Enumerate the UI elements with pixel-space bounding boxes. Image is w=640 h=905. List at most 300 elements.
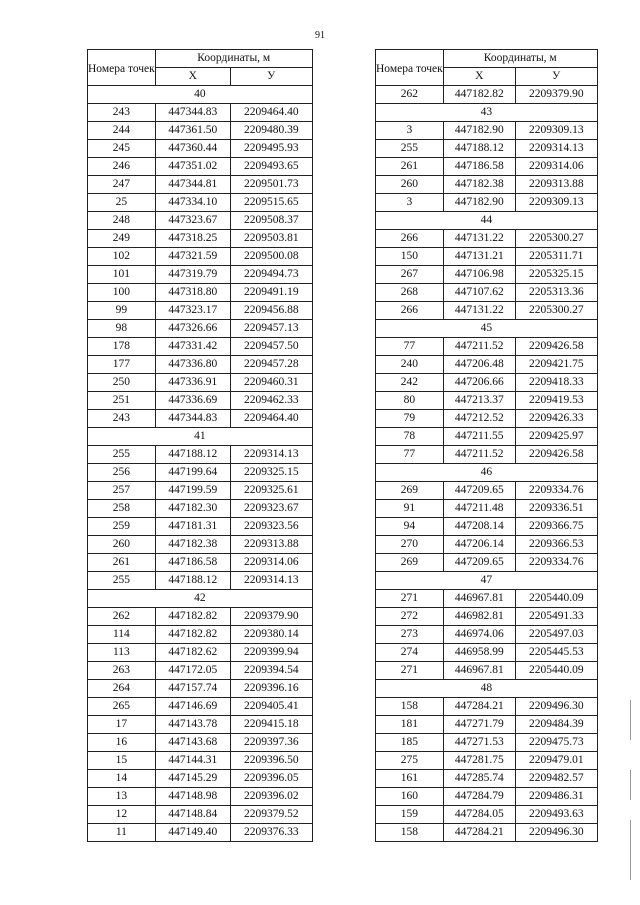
header-y: У	[515, 68, 597, 86]
point-number-cell: 181	[376, 716, 444, 734]
x-coordinate-cell: 447361.50	[155, 122, 230, 140]
point-number-cell: 262	[88, 608, 156, 626]
y-coordinate-cell: 2209486.31	[515, 788, 597, 806]
x-coordinate-cell: 446967.81	[443, 590, 515, 608]
y-coordinate-cell: 2209495.93	[230, 140, 312, 158]
x-coordinate-cell: 447181.31	[155, 518, 230, 536]
point-number-cell: 16	[88, 734, 156, 752]
x-coordinate-cell: 447146.69	[155, 698, 230, 716]
point-number-cell: 242	[376, 374, 444, 392]
point-number-cell: 243	[88, 410, 156, 428]
table-row	[376, 644, 598, 662]
table-row	[376, 482, 598, 500]
y-coordinate-cell: 2209475.73	[515, 734, 597, 752]
table-row	[88, 194, 313, 212]
table-row	[88, 140, 313, 158]
group-label: 48	[376, 680, 598, 698]
table-row	[88, 536, 313, 554]
table-row	[88, 716, 313, 734]
scan-edge-marks	[618, 0, 640, 905]
header-y: У	[230, 68, 312, 86]
table-row	[88, 698, 313, 716]
point-number-cell: 240	[376, 356, 444, 374]
table-row	[88, 680, 313, 698]
point-number-cell: 79	[376, 410, 444, 428]
point-number-cell: 77	[376, 446, 444, 464]
table-row	[376, 536, 598, 554]
y-coordinate-cell: 2209425.97	[515, 428, 597, 446]
table-row	[88, 500, 313, 518]
y-coordinate-cell: 2205325.15	[515, 266, 597, 284]
point-number-cell: 15	[88, 752, 156, 770]
table-row	[88, 122, 313, 140]
x-coordinate-cell: 447188.12	[155, 572, 230, 590]
table-row	[88, 518, 313, 536]
y-coordinate-cell: 2209336.51	[515, 500, 597, 518]
point-number-cell: 160	[376, 788, 444, 806]
x-coordinate-cell: 447131.22	[443, 302, 515, 320]
x-coordinate-cell: 447199.59	[155, 482, 230, 500]
y-coordinate-cell: 2209464.40	[230, 410, 312, 428]
point-number-cell: 80	[376, 392, 444, 410]
y-coordinate-cell: 2205440.09	[515, 662, 597, 680]
y-coordinate-cell: 2209396.50	[230, 752, 312, 770]
point-number-cell: 261	[376, 158, 444, 176]
x-coordinate-cell: 447188.12	[443, 140, 515, 158]
x-coordinate-cell: 447182.82	[155, 608, 230, 626]
group-header-row	[88, 86, 313, 104]
y-coordinate-cell: 2209396.05	[230, 770, 312, 788]
table-row	[88, 212, 313, 230]
table-row	[88, 410, 313, 428]
group-label: 41	[88, 428, 313, 446]
table-row	[88, 734, 313, 752]
point-number-cell: 267	[376, 266, 444, 284]
group-header-row	[88, 590, 313, 608]
x-coordinate-cell: 447211.52	[443, 446, 515, 464]
table-row	[88, 248, 313, 266]
y-coordinate-cell: 2209313.88	[515, 176, 597, 194]
point-number-cell: 255	[88, 446, 156, 464]
y-coordinate-cell: 2209334.76	[515, 482, 597, 500]
x-coordinate-cell: 447107.62	[443, 284, 515, 302]
x-coordinate-cell: 447323.17	[155, 302, 230, 320]
y-coordinate-cell: 2209479.01	[515, 752, 597, 770]
point-number-cell: 261	[88, 554, 156, 572]
table-row	[88, 572, 313, 590]
x-coordinate-cell: 446967.81	[443, 662, 515, 680]
y-coordinate-cell: 2209394.54	[230, 662, 312, 680]
table-row	[376, 176, 598, 194]
group-header-row	[376, 320, 598, 338]
y-coordinate-cell: 2205491.33	[515, 608, 597, 626]
group-label: 43	[376, 104, 598, 122]
x-coordinate-cell: 447336.69	[155, 392, 230, 410]
x-coordinate-cell: 447281.75	[443, 752, 515, 770]
point-number-cell: 113	[88, 644, 156, 662]
table-row	[88, 644, 313, 662]
y-coordinate-cell: 2209397.36	[230, 734, 312, 752]
point-number-cell: 159	[376, 806, 444, 824]
table-row	[88, 302, 313, 320]
x-coordinate-cell: 447143.68	[155, 734, 230, 752]
point-number-cell: 102	[88, 248, 156, 266]
table-row	[376, 824, 598, 842]
y-coordinate-cell: 2205497.03	[515, 626, 597, 644]
point-number-cell: 249	[88, 230, 156, 248]
y-coordinate-cell: 2209426.33	[515, 410, 597, 428]
table-row	[88, 824, 313, 842]
header-coordinates: Координаты, м	[155, 50, 312, 68]
x-coordinate-cell: 447321.59	[155, 248, 230, 266]
y-coordinate-cell: 2209323.67	[230, 500, 312, 518]
x-coordinate-cell: 447344.81	[155, 176, 230, 194]
point-number-cell: 78	[376, 428, 444, 446]
table-row	[88, 374, 313, 392]
coordinates-table-right	[375, 49, 598, 842]
table-row	[88, 554, 313, 572]
point-number-cell: 257	[88, 482, 156, 500]
x-coordinate-cell: 447182.38	[443, 176, 515, 194]
x-coordinate-cell: 447318.80	[155, 284, 230, 302]
table-row	[88, 104, 313, 122]
point-number-cell: 14	[88, 770, 156, 788]
point-number-cell: 12	[88, 806, 156, 824]
y-coordinate-cell: 2209484.39	[515, 716, 597, 734]
x-coordinate-cell: 447157.74	[155, 680, 230, 698]
point-number-cell: 265	[88, 698, 156, 716]
page-number: 91	[315, 30, 325, 41]
x-coordinate-cell: 447199.64	[155, 464, 230, 482]
x-coordinate-cell: 447351.02	[155, 158, 230, 176]
x-coordinate-cell: 447149.40	[155, 824, 230, 842]
group-label: 40	[88, 86, 313, 104]
point-number-cell: 271	[376, 662, 444, 680]
x-coordinate-cell: 447148.84	[155, 806, 230, 824]
group-header-row	[376, 464, 598, 482]
point-number-cell: 91	[376, 500, 444, 518]
point-number-cell: 185	[376, 734, 444, 752]
point-number-cell: 177	[88, 356, 156, 374]
point-number-cell: 255	[376, 140, 444, 158]
x-coordinate-cell: 447323.67	[155, 212, 230, 230]
point-number-cell: 243	[88, 104, 156, 122]
table-row	[376, 518, 598, 536]
point-number-cell: 259	[88, 518, 156, 536]
group-header-row	[376, 680, 598, 698]
point-number-cell: 25	[88, 194, 156, 212]
x-coordinate-cell: 447208.14	[443, 518, 515, 536]
x-coordinate-cell: 447143.78	[155, 716, 230, 734]
point-number-cell: 272	[376, 608, 444, 626]
y-coordinate-cell: 2209380.14	[230, 626, 312, 644]
x-coordinate-cell: 447182.90	[443, 122, 515, 140]
x-coordinate-cell: 447284.21	[443, 824, 515, 842]
point-number-cell: 255	[88, 572, 156, 590]
point-number-cell: 101	[88, 266, 156, 284]
x-coordinate-cell: 447284.21	[443, 698, 515, 716]
x-coordinate-cell: 447336.80	[155, 356, 230, 374]
point-number-cell: 77	[376, 338, 444, 356]
point-number-cell: 269	[376, 554, 444, 572]
x-coordinate-cell: 446982.81	[443, 608, 515, 626]
group-label: 46	[376, 464, 598, 482]
table-row	[88, 608, 313, 626]
x-coordinate-cell: 447182.30	[155, 500, 230, 518]
y-coordinate-cell: 2209314.13	[230, 572, 312, 590]
y-coordinate-cell: 2209379.52	[230, 806, 312, 824]
table-row	[376, 662, 598, 680]
y-coordinate-cell: 2205311.71	[515, 248, 597, 266]
table-row	[376, 338, 598, 356]
y-coordinate-cell: 2209405.41	[230, 698, 312, 716]
point-number-cell: 246	[88, 158, 156, 176]
header-point-numbers: Номера точек	[376, 50, 444, 86]
y-coordinate-cell: 2209457.50	[230, 338, 312, 356]
table-row	[376, 86, 598, 104]
x-coordinate-cell: 447271.53	[443, 734, 515, 752]
y-coordinate-cell: 2209496.30	[515, 824, 597, 842]
y-coordinate-cell: 2209491.19	[230, 284, 312, 302]
table-row	[376, 428, 598, 446]
y-coordinate-cell: 2209500.08	[230, 248, 312, 266]
x-coordinate-cell: 447212.52	[443, 410, 515, 428]
y-coordinate-cell: 2209379.90	[230, 608, 312, 626]
point-number-cell: 3	[376, 122, 444, 140]
group-header-row	[376, 104, 598, 122]
table-row	[88, 266, 313, 284]
x-coordinate-cell: 447145.29	[155, 770, 230, 788]
table-row	[376, 698, 598, 716]
y-coordinate-cell: 2209462.33	[230, 392, 312, 410]
y-coordinate-cell: 2209323.56	[230, 518, 312, 536]
table-row	[376, 392, 598, 410]
table-row	[88, 626, 313, 644]
point-number-cell: 266	[376, 230, 444, 248]
x-coordinate-cell: 447182.82	[155, 626, 230, 644]
point-number-cell: 158	[376, 824, 444, 842]
y-coordinate-cell: 2209379.90	[515, 86, 597, 104]
y-coordinate-cell: 2209457.13	[230, 320, 312, 338]
table-row	[88, 446, 313, 464]
x-coordinate-cell: 447186.58	[443, 158, 515, 176]
x-coordinate-cell: 447334.10	[155, 194, 230, 212]
table-row	[376, 716, 598, 734]
point-number-cell: 150	[376, 248, 444, 266]
y-coordinate-cell: 2209366.75	[515, 518, 597, 536]
x-coordinate-cell: 447319.79	[155, 266, 230, 284]
group-label: 44	[376, 212, 598, 230]
x-coordinate-cell: 447211.52	[443, 338, 515, 356]
table-row	[88, 284, 313, 302]
y-coordinate-cell: 2209325.61	[230, 482, 312, 500]
table-row	[88, 230, 313, 248]
point-number-cell: 263	[88, 662, 156, 680]
point-number-cell: 264	[88, 680, 156, 698]
point-number-cell: 17	[88, 716, 156, 734]
x-coordinate-cell: 447336.91	[155, 374, 230, 392]
point-number-cell: 268	[376, 284, 444, 302]
table-row	[376, 158, 598, 176]
point-number-cell: 13	[88, 788, 156, 806]
point-number-cell: 273	[376, 626, 444, 644]
y-coordinate-cell: 2209366.53	[515, 536, 597, 554]
x-coordinate-cell: 447284.79	[443, 788, 515, 806]
x-coordinate-cell: 447331.42	[155, 338, 230, 356]
table-row	[376, 374, 598, 392]
x-coordinate-cell: 447182.38	[155, 536, 230, 554]
y-coordinate-cell: 2209396.16	[230, 680, 312, 698]
y-coordinate-cell: 2209376.33	[230, 824, 312, 842]
table-row	[88, 788, 313, 806]
y-coordinate-cell: 2209334.76	[515, 554, 597, 572]
header-point-numbers: Номера точек	[88, 50, 156, 86]
point-number-cell: 269	[376, 482, 444, 500]
y-coordinate-cell: 2209496.30	[515, 698, 597, 716]
table-row	[376, 752, 598, 770]
x-coordinate-cell: 447131.22	[443, 230, 515, 248]
x-coordinate-cell: 447182.82	[443, 86, 515, 104]
x-coordinate-cell: 447206.48	[443, 356, 515, 374]
x-coordinate-cell: 447206.66	[443, 374, 515, 392]
table-row	[88, 464, 313, 482]
point-number-cell: 270	[376, 536, 444, 554]
x-coordinate-cell: 447211.55	[443, 428, 515, 446]
y-coordinate-cell: 2209456.88	[230, 302, 312, 320]
y-coordinate-cell: 2209426.58	[515, 338, 597, 356]
y-coordinate-cell: 2205300.27	[515, 230, 597, 248]
x-coordinate-cell: 447206.14	[443, 536, 515, 554]
y-coordinate-cell: 2209399.94	[230, 644, 312, 662]
x-coordinate-cell: 447344.83	[155, 410, 230, 428]
y-coordinate-cell: 2209325.15	[230, 464, 312, 482]
table-row	[88, 338, 313, 356]
x-coordinate-cell: 447318.25	[155, 230, 230, 248]
y-coordinate-cell: 2209314.06	[230, 554, 312, 572]
group-label: 47	[376, 572, 598, 590]
x-coordinate-cell: 446958.99	[443, 644, 515, 662]
table-row	[376, 248, 598, 266]
point-number-cell: 250	[88, 374, 156, 392]
table-row	[376, 806, 598, 824]
table-row	[376, 410, 598, 428]
y-coordinate-cell: 2209501.73	[230, 176, 312, 194]
y-coordinate-cell: 2209418.33	[515, 374, 597, 392]
header-x: X	[155, 68, 230, 86]
y-coordinate-cell: 2209309.13	[515, 122, 597, 140]
x-coordinate-cell: 447186.58	[155, 554, 230, 572]
y-coordinate-cell: 2209460.31	[230, 374, 312, 392]
x-coordinate-cell: 447106.98	[443, 266, 515, 284]
y-coordinate-cell: 2209314.13	[230, 446, 312, 464]
table-row	[376, 626, 598, 644]
x-coordinate-cell: 447182.90	[443, 194, 515, 212]
table-row	[88, 806, 313, 824]
point-number-cell: 114	[88, 626, 156, 644]
point-number-cell: 248	[88, 212, 156, 230]
y-coordinate-cell: 2209314.06	[515, 158, 597, 176]
y-coordinate-cell: 2205300.27	[515, 302, 597, 320]
table-body	[376, 86, 598, 842]
x-coordinate-cell: 447344.83	[155, 104, 230, 122]
x-coordinate-cell: 446974.06	[443, 626, 515, 644]
point-number-cell: 262	[376, 86, 444, 104]
point-number-cell: 256	[88, 464, 156, 482]
table-row	[88, 356, 313, 374]
table-row	[376, 356, 598, 374]
table-row	[376, 554, 598, 572]
table-row	[376, 194, 598, 212]
x-coordinate-cell: 447211.48	[443, 500, 515, 518]
point-number-cell: 260	[376, 176, 444, 194]
point-number-cell: 158	[376, 698, 444, 716]
x-coordinate-cell: 447148.98	[155, 788, 230, 806]
y-coordinate-cell: 2209494.73	[230, 266, 312, 284]
x-coordinate-cell: 447271.79	[443, 716, 515, 734]
y-coordinate-cell: 2209396.02	[230, 788, 312, 806]
table-row	[88, 320, 313, 338]
table-body	[88, 86, 313, 842]
point-number-cell: 258	[88, 500, 156, 518]
point-number-cell: 11	[88, 824, 156, 842]
y-coordinate-cell: 2209482.57	[515, 770, 597, 788]
point-number-cell: 244	[88, 122, 156, 140]
x-coordinate-cell: 447213.37	[443, 392, 515, 410]
table-row	[376, 608, 598, 626]
table-row	[376, 734, 598, 752]
y-coordinate-cell: 2205445.53	[515, 644, 597, 662]
table-row	[376, 788, 598, 806]
x-coordinate-cell: 447284.05	[443, 806, 515, 824]
x-coordinate-cell: 447209.65	[443, 482, 515, 500]
table-row	[88, 662, 313, 680]
y-coordinate-cell: 2209313.88	[230, 536, 312, 554]
y-coordinate-cell: 2209426.58	[515, 446, 597, 464]
x-coordinate-cell: 447182.62	[155, 644, 230, 662]
table-row	[376, 230, 598, 248]
table-row	[88, 392, 313, 410]
y-coordinate-cell: 2209419.53	[515, 392, 597, 410]
coordinates-table-left	[87, 49, 313, 842]
x-coordinate-cell: 447209.65	[443, 554, 515, 572]
y-coordinate-cell: 2205313.36	[515, 284, 597, 302]
header-x: X	[443, 68, 515, 86]
table-row	[88, 158, 313, 176]
point-number-cell: 100	[88, 284, 156, 302]
y-coordinate-cell: 2209415.18	[230, 716, 312, 734]
y-coordinate-cell: 2209309.13	[515, 194, 597, 212]
table-row	[376, 590, 598, 608]
table-row	[376, 122, 598, 140]
y-coordinate-cell: 2209515.65	[230, 194, 312, 212]
point-number-cell: 266	[376, 302, 444, 320]
table-row	[376, 770, 598, 788]
x-coordinate-cell: 447172.05	[155, 662, 230, 680]
group-header-row	[376, 572, 598, 590]
y-coordinate-cell: 2209457.28	[230, 356, 312, 374]
point-number-cell: 178	[88, 338, 156, 356]
point-number-cell: 99	[88, 302, 156, 320]
group-label: 45	[376, 320, 598, 338]
point-number-cell: 3	[376, 194, 444, 212]
y-coordinate-cell: 2209493.63	[515, 806, 597, 824]
table-row	[88, 770, 313, 788]
table-row	[376, 446, 598, 464]
y-coordinate-cell: 2209314.13	[515, 140, 597, 158]
table-row	[88, 176, 313, 194]
x-coordinate-cell: 447360.44	[155, 140, 230, 158]
group-label: 42	[88, 590, 313, 608]
